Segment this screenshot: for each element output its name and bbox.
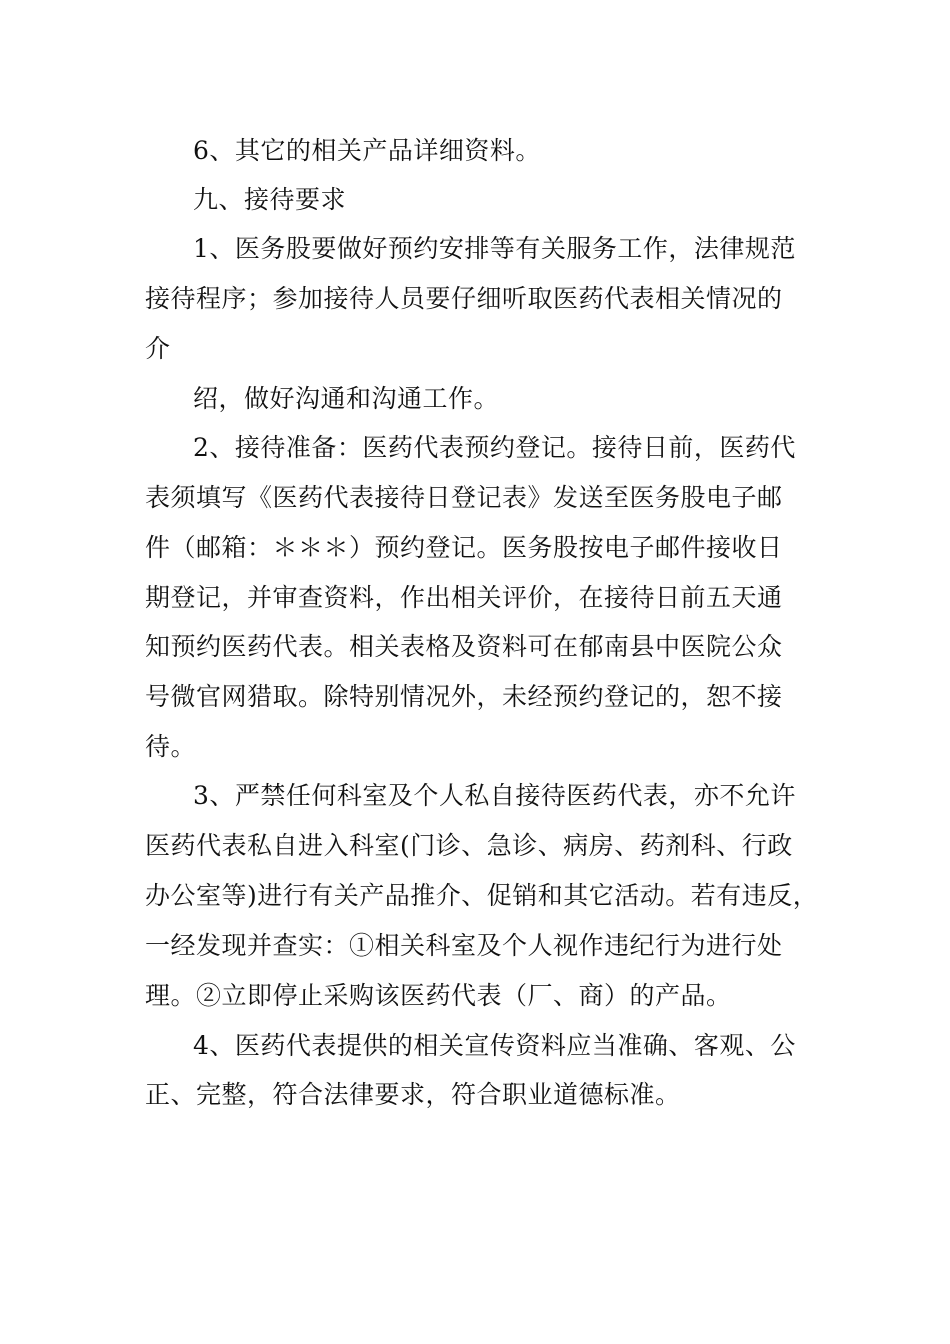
paragraph-2-line-3: 件（邮箱：＊＊＊）预约登记。医务股按电子邮件接收日 <box>145 533 783 562</box>
paragraph-3-line-2: 医药代表私自进入科室(门诊、急诊、病房、药剂科、行政 <box>145 831 793 860</box>
paragraph-2-line-1: 2、接待准备：医药代表预约登记。接待日前，医药代 <box>193 433 796 462</box>
paragraph-3-line-4: 一经发现并查实：①相关科室及个人视作违纪行为进行处 <box>145 931 783 960</box>
paragraph-1-line-1: 1、医务股要做好预约安排等有关服务工作，法律规范 <box>193 234 796 263</box>
paragraph-1-line-3: 介 <box>145 334 171 363</box>
paragraph-4-line-2: 正、完整，符合法律要求，符合职业道德标准。 <box>145 1080 681 1109</box>
paragraph-2-line-6: 号微官网猎取。除特别情况外，未经预约登记的，恕不接 <box>145 682 783 711</box>
paragraph-4-line-1: 4、医药代表提供的相关宣传资料应当准确、客观、公 <box>193 1031 796 1060</box>
list-item-6: 6、其它的相关产品详细资料。 <box>193 136 541 165</box>
section-heading-reception-requirements: 九、接待要求 <box>193 185 347 214</box>
paragraph-3-line-1: 3、严禁任何科室及个人私自接待医药代表，亦不允许 <box>193 781 796 810</box>
paragraph-1-line-4: 绍，做好沟通和沟通工作。 <box>193 384 500 413</box>
paragraph-2-line-2: 表须填写《医药代表接待日登记表》发送至医务股电子邮 <box>145 483 783 512</box>
paragraph-1-line-2: 接待程序；参加接待人员要仔细听取医药代表相关情况的 <box>145 284 783 313</box>
paragraph-2-line-4: 期登记，并审查资料，作出相关评价，在接待日前五天通 <box>145 583 783 612</box>
paragraph-3-line-3: 办公室等)进行有关产品推介、促销和其它活动。若有违反， <box>145 881 819 910</box>
paragraph-2-line-5: 知预约医药代表。相关表格及资料可在郁南县中医院公众 <box>145 632 783 661</box>
paragraph-3-line-5: 理。②立即停止采购该医药代表（厂、商）的产品。 <box>145 981 732 1010</box>
paragraph-2-line-7: 待。 <box>145 732 197 761</box>
